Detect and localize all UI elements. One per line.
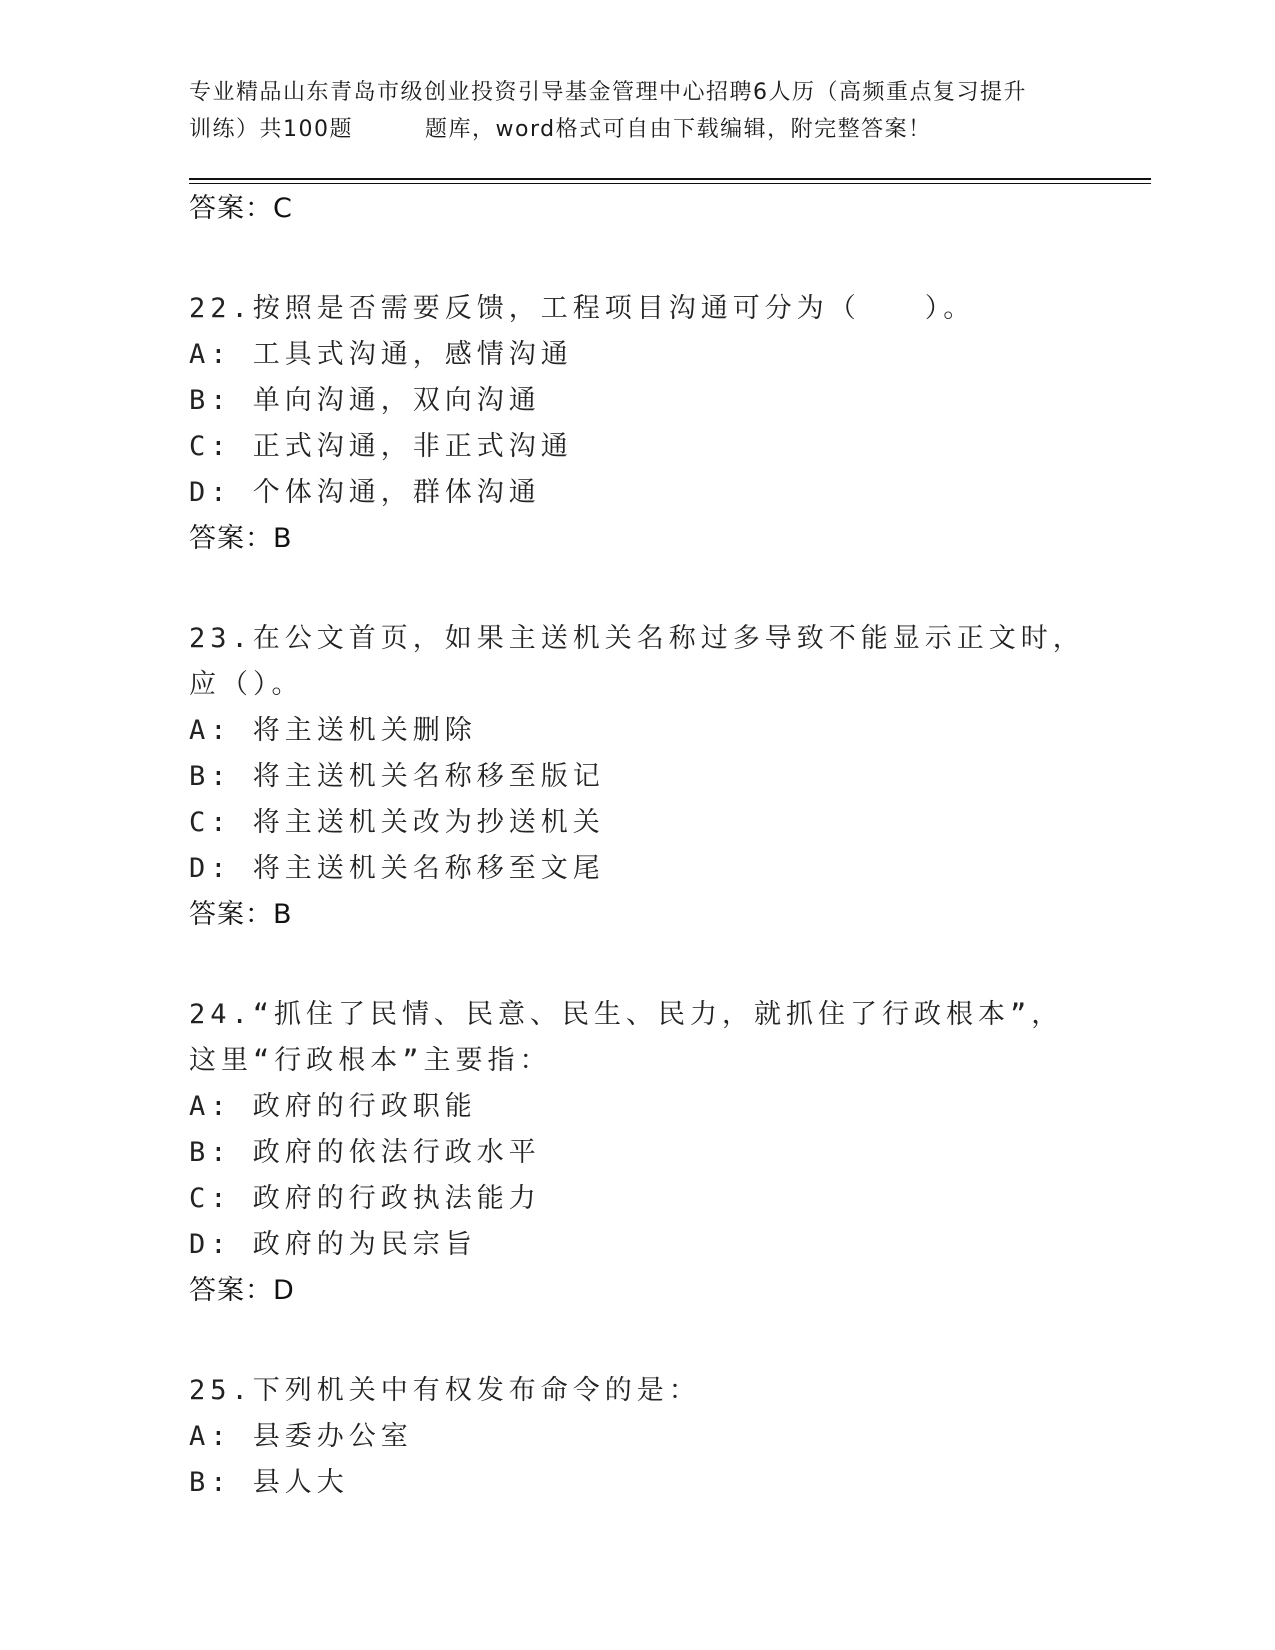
option-a: A: 工具式沟通，感情沟通 <box>189 339 573 370</box>
question-24 <box>189 992 1089 1314</box>
option-d: D: 个体沟通，群体沟通 <box>189 477 541 508</box>
header-rule-thick <box>189 178 1151 180</box>
question-25 <box>189 1368 1089 1506</box>
header-line-2 <box>189 111 1089 148</box>
question-text: 23.在公文首页，如果主送机关名称过多导致不能显示正文时，应（）。 <box>189 623 1085 700</box>
option-d: D: 政府的为民宗旨 <box>189 1229 477 1260</box>
question-23 <box>189 616 1089 938</box>
question-text: 22.按照是否需要反馈，工程项目沟通可分为（ ）。 <box>189 293 976 324</box>
document-header <box>189 74 1089 148</box>
header-line-1: 专业精品山东青岛市级创业投资引导基金管理中心招聘6人历（高频重点复习提升 <box>189 80 1027 105</box>
option-c: C: 政府的行政执法能力 <box>189 1183 541 1214</box>
option-b: B: 政府的依法行政水平 <box>189 1137 541 1168</box>
answer-line: 答案：B <box>189 523 293 554</box>
header-line-2-part-b: 题库，word格式可自由下载编辑，附完整答案！ <box>425 117 932 142</box>
document-body <box>189 186 1089 1560</box>
question-text: 25.下列机关中有权发布命令的是： <box>189 1375 701 1406</box>
option-b: B: 单向沟通，双向沟通 <box>189 385 541 416</box>
option-c: C: 将主送机关改为抄送机关 <box>189 807 605 838</box>
answer-line: 答案：C <box>189 193 293 224</box>
answer-line: 答案：B <box>189 899 293 930</box>
header-line-2-part-a: 训练）共100题 <box>189 117 353 142</box>
option-b: B: 县人大 <box>189 1467 349 1498</box>
option-b: B: 将主送机关名称移至版记 <box>189 761 605 792</box>
option-c: C: 正式沟通，非正式沟通 <box>189 431 573 462</box>
header-rule-thin <box>189 183 1151 184</box>
option-a: A: 政府的行政职能 <box>189 1091 477 1122</box>
option-a: A: 县委办公室 <box>189 1421 413 1452</box>
question-22 <box>189 286 1089 562</box>
question-text: 24.“抓住了民情、民意、民生、民力，就抓住了行政根本”，这里“行政根本”主要指： <box>189 999 1064 1076</box>
answer-line: 答案：D <box>189 1275 295 1306</box>
option-d: D: 将主送机关名称移至文尾 <box>189 853 605 884</box>
option-a: A: 将主送机关删除 <box>189 715 477 746</box>
